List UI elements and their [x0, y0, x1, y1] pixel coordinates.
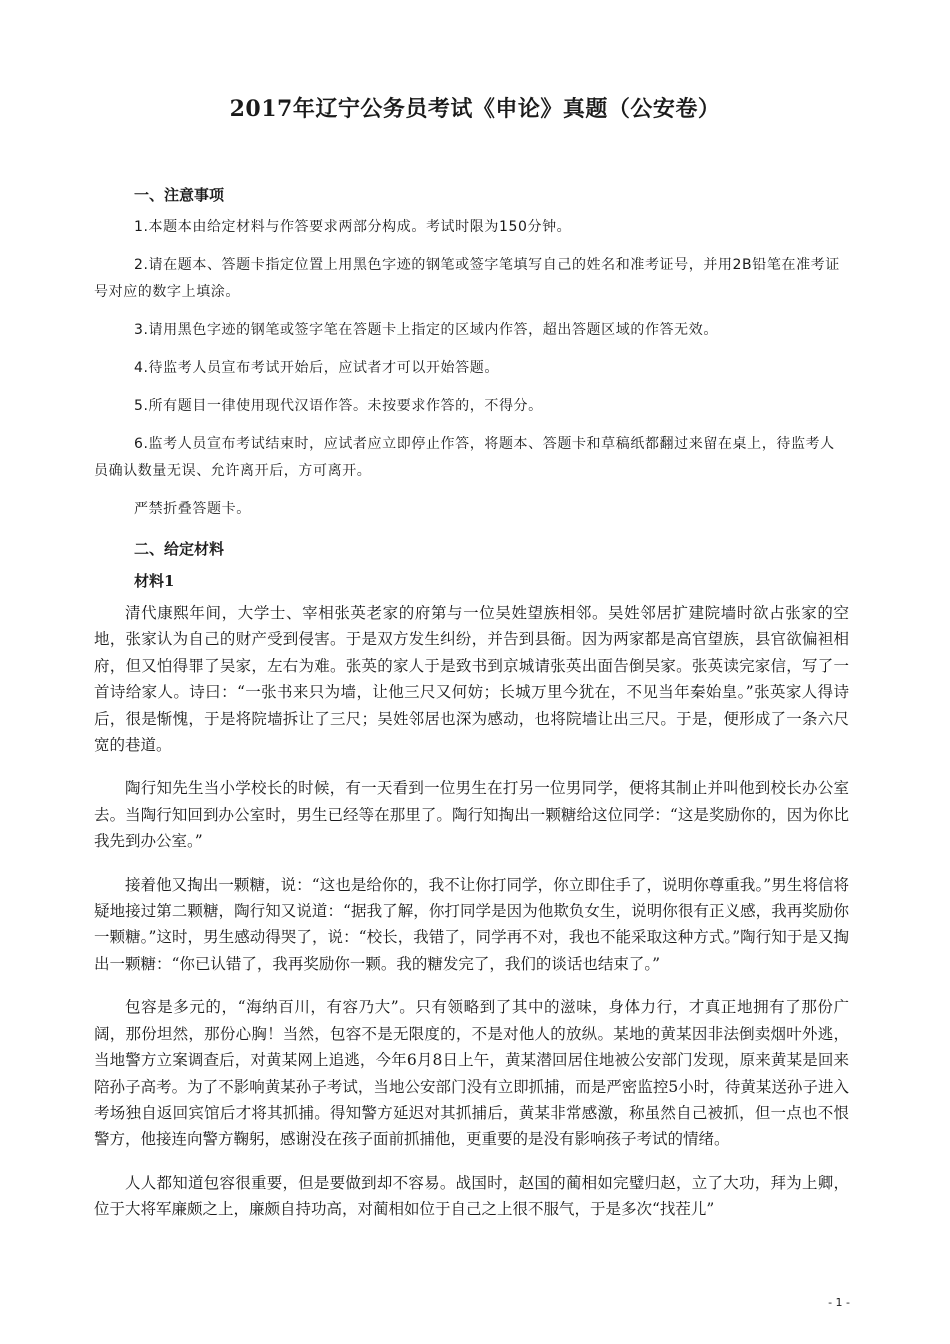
note-item: 5.所有题目一律使用现代汉语作答。未按要求作答的，不得分。 — [134, 398, 543, 414]
note-item: 4.待监考人员宣布考试开始后，应试者才可以开始答题。 — [134, 360, 499, 376]
note-item: 3.请用黑色字迹的钢笔或签字笔在答题卡上指定的区域内作答，超出答题区域的作答无效。 — [134, 322, 718, 338]
note-item: 6.监考人员宣布考试结束时，应试者应立即停止作答，将题本、答题卡和草稿纸都翻过来留在桌上，待监考人员确认数量无误、允许离开后，方可离开。 — [94, 436, 835, 479]
page-number: - 1 - — [828, 1296, 850, 1309]
material-paragraph: 陶行知先生当小学校长的时候，有一天看到一位男生在打另一位男同学，便将其制止并叫他到校长办公室去。当陶行知回到办公室时，男生已经等在那里了。陶行知掏出一颗糖给这位同学：“这是奖励你的，因为你比我先到办公室。” — [94, 779, 849, 851]
note-item: 2.请在题本、答题卡指定位置上用黑色字迹的钢笔或签字笔填写自己的姓名和准考证号，并用2B铅笔在准考证号对应的数字上填涂。 — [94, 257, 840, 300]
document-title: 2017年辽宁公务员考试《申论》真题（公安卷） — [229, 96, 721, 122]
material-label: 材料1 — [134, 572, 175, 590]
material-paragraph: 包容是多元的，“海纳百川，有容乃大”。只有领略到了其中的滋味，身体力行，才真正地拥有了那份广阔，那份坦然，那份心胸！当然，包容不是无限度的，不是对他人的放纵。某地的黄某因非法倒卖烟叶外逃，当地警方立案调查后，对黄某网上追逃，今年6月8日上午，黄某潜回居住地被公安部门发现，原来黄某是回来陪孙子高考。为了不影响黄某孙子考试，当地公安部门没有立即抓捕，而是严密监控5小时，待黄某送孙子进入考场独自返回宾馆后才将其抓捕。得知警方延迟对其抓捕后，黄某非常感激，称虽然自己被抓，但一点也不恨警方，他接连向警方鞠躬，感谢没在孩子面前抓捕他，更重要的是没有影响孩子考试的情绪。 — [94, 998, 849, 1149]
section-heading-materials: 二、给定材料 — [134, 540, 225, 558]
material-paragraph: 清代康熙年间，大学士、宰相张英老家的府第与一位吴姓望族相邻。吴姓邻居扩建院墙时欲占张家的空地，张家认为自己的财产受到侵害。于是双方发生纠纷，并告到县衙。因为两家都是高官望族，县官欲偏袒相府，但又怕得罪了吴家，左右为难。张英的家人于是致书到京城请张英出面告倒吴家。张英读完家信，写了一首诗给家人。诗曰：“一张书来只为墙，让他三尺又何妨；长城万里今犹在，不见当年秦始皇。”张英家人得诗后，很是惭愧，于是将院墙拆让了三尺；吴姓邻居也深为感动，也将院墙让出三尺。于是，便形成了一条六尺宽的巷道。 — [94, 604, 849, 755]
material-paragraph: 接着他又掏出一颗糖，说：“这也是给你的，我不让你打同学，你立即住手了，说明你尊重我。”男生将信将疑地接过第二颗糖，陶行知又说道：“据我了解，你打同学是因为他欺负女生，说明你很有正义感，我再奖励你一颗糖。”这时，男生感动得哭了，说：“校长，我错了，同学再不对，我也不能采取这种方式。”陶行知于是又掏出一颗糖：“你已认错了，我再奖励你一颗。我的糖发完了，我们的谈话也结束了。” — [94, 875, 849, 973]
document-body — [94, 180, 849, 1240]
note-item: 1.本题本由给定材料与作答要求两部分构成。考试时限为150分钟。 — [134, 219, 572, 235]
material-paragraph: 人人都知道包容很重要，但是要做到却不容易。战国时，赵国的蔺相如完璧归赵，立了大功，拜为上卿，位于大将军廉颇之上，廉颇自持功高，对蔺相如位于自己之上很不服气，于是多次“找茬儿” — [94, 1173, 849, 1219]
section-heading-notes: 一、注意事项 — [134, 186, 225, 204]
note-item: 严禁折叠答题卡。 — [134, 501, 251, 517]
